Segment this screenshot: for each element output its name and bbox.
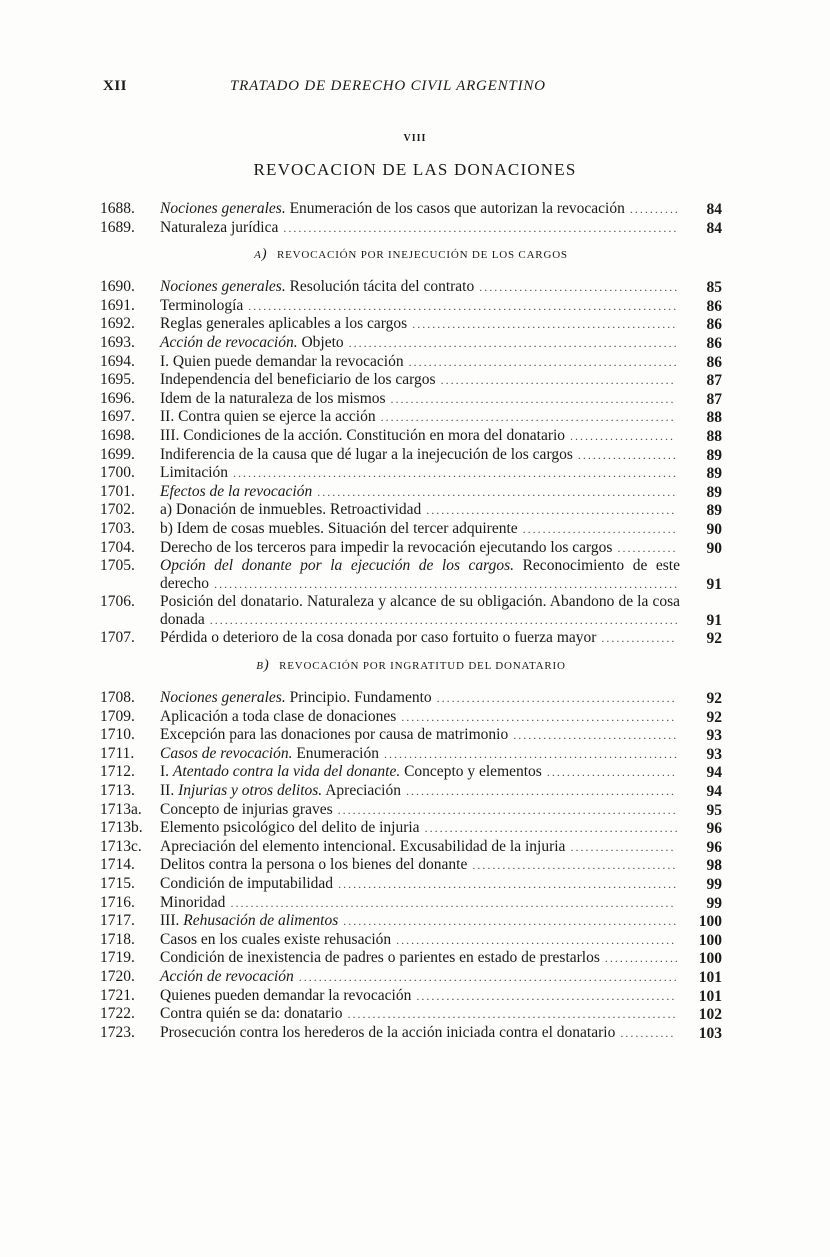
entry-page-number: 100 [698,913,722,931]
entry-title-text: Concepto y elementos [400,763,542,781]
toc-entry [100,593,722,629]
dot-leader: .................... [572,447,678,462]
dot-leader: .................................................. [421,503,677,518]
entry-number: 1723. [100,1023,135,1041]
entry-page-number: 90 [706,539,722,557]
dot-leader: .................................................................. [343,335,679,350]
entry-title-text: Concepto de injurias graves [160,800,333,818]
toc-entry [100,1005,722,1024]
entry-page-number: 100 [698,931,722,949]
entry-title [160,1024,680,1043]
dot-leader: ................................................... [419,821,680,836]
table-of-contents [100,200,722,1042]
entry-number: 1705. [100,557,135,575]
entry-title [160,446,680,465]
toc-entry [100,838,722,857]
entry-title [160,856,680,875]
entry-title-text: Condición de inexistencia de padres o parientes en estado de prestarlos [160,949,600,967]
entry-page-number: 86 [706,316,722,334]
entry-title-text: Reconocimiento de este derecho [160,557,680,592]
section-letter: b) [256,657,270,674]
entry-title-text: a) Donación de inmuebles. Retroactividad [160,501,422,519]
entry-title [160,726,680,745]
toc-entry [100,520,722,539]
toc-entry [100,987,722,1006]
entry-title-text: Elemento psicológico del delito de injuria [160,819,420,837]
entry-title-italic: Injurias y otros delitos. [178,782,323,800]
dot-leader: ................................. [508,728,679,743]
dot-leader: ................................................ [431,691,677,706]
entry-title-italic: Atentado contra la vida del donante. [172,763,401,781]
entry-title [160,278,680,297]
entry-title [160,782,680,801]
entry-title [160,390,680,409]
entry-number: 1711. [100,744,135,762]
entry-number: 1713b. [100,819,143,837]
entry-number: 1693. [100,333,135,351]
part-number: VIII [403,133,427,144]
entry-number: 1719. [100,949,135,967]
entry-title [160,219,680,238]
dot-leader: ............................................................................ [293,969,679,984]
dot-leader: ........................................................... [378,746,679,761]
entry-number: 1696. [100,389,135,407]
entry-title [160,353,680,372]
entry-number: 1689. [100,218,135,236]
entry-title-text: Minoridad [160,893,226,911]
toc-entry [100,315,722,334]
dot-leader: .......... [624,202,680,216]
toc-entry [100,875,722,894]
entry-number: 1702. [100,501,135,519]
entry-number: 1722. [100,1005,135,1023]
book-title: TRATADO DE DERECHO CIVIL ARGENTINO [230,78,546,94]
entry-page-number: 102 [698,1006,722,1024]
entry-title-text: Idem de la naturaleza de los mismos [160,389,386,407]
dot-leader: ........................................................... [375,410,676,425]
entry-number: 1704. [100,538,135,556]
toc-entry [100,464,722,483]
entry-page-number: 86 [706,334,722,352]
toc-entry [100,219,722,238]
entry-title-text: I. Quien puede demandar la revocación [160,352,404,370]
toc-entry [100,801,722,820]
dot-leader: .................................................................... [332,802,678,817]
toc-entry [100,371,722,390]
entry-number: 1699. [100,445,135,463]
entry-page-number: 94 [706,764,722,782]
entry-number: 1712. [100,763,135,781]
entry-page-number: 88 [706,427,722,445]
entry-number: 1714. [100,856,135,874]
toc-entry [100,278,722,297]
dot-leader: ..................... [565,839,676,854]
entry-title [160,593,680,629]
entry-title-text: Apreciación [322,782,401,800]
toc-entry [100,390,722,409]
entry-title-text: Contra quién se da: donatario [160,1005,343,1023]
entry-title [160,501,680,520]
toc-entry [100,894,722,913]
dot-leader: ........................................................ [391,932,677,947]
entry-title [160,408,680,427]
entry-number: 1695. [100,371,135,389]
entry-number: 1713. [100,782,135,800]
entry-title-italic: Acción de revocación [160,967,294,985]
entry-page-number: 101 [698,987,722,1005]
entry-title [160,539,680,558]
dot-leader: ......................................... [467,858,678,873]
section-heading-b [100,657,722,675]
entry-title-text: b) Idem de cosas muebles. Situación del tercer adquirente [160,519,518,537]
toc-entry [100,629,722,648]
dot-leader: ............... [599,951,680,966]
toc-entry [100,968,722,987]
entry-page-number: 96 [706,838,722,856]
entry-page-number: 89 [706,465,722,483]
entry-page-number: 89 [706,483,722,501]
entry-page-number: 95 [706,801,722,819]
entry-title [160,520,680,539]
entry-number: 1709. [100,707,135,725]
entry-title [160,483,680,502]
section-title: REVOCACIÓN POR INEJECUCIÓN DE LOS CARGOS [277,249,568,262]
entry-title [160,464,680,483]
entry-title-text: I. [160,763,173,781]
entry-page-number: 89 [706,502,722,520]
entry-title [160,629,680,648]
toc-entry [100,427,722,446]
entry-title-text: Enumeración [292,744,379,762]
entry-page-number: 99 [706,894,722,912]
entry-title [160,689,680,708]
toc-intro-list [100,200,722,237]
dot-leader: ............ [612,540,678,555]
entry-page-number: 85 [706,279,722,297]
entry-title [160,427,680,446]
dot-leader: ...................................................................................... [243,298,679,313]
dot-leader: ............................................................................................. [209,576,680,591]
section-heading-a [100,246,722,264]
entry-number: 1713a. [100,800,142,818]
entry-number: 1706. [100,593,135,611]
dot-leader: ............................................... [435,373,676,388]
entry-title-text: Casos en los cuales existe rehusación [160,930,392,948]
dot-leader: ..................... [565,428,676,443]
entry-title [160,708,680,727]
entry-number: 1694. [100,352,135,370]
entry-number: 1713c. [100,837,142,855]
entry-number: 1717. [100,912,135,930]
entry-title [160,334,680,353]
entry-number: 1716. [100,893,135,911]
entry-page-number: 101 [698,968,722,986]
entry-number: 1701. [100,482,135,500]
entry-title [160,875,680,894]
toc-entry [100,689,722,708]
entry-title-text: Condición de imputabilidad [160,875,334,892]
entry-page-number: 86 [706,297,722,315]
toc-entry [100,912,722,931]
toc-entry [100,539,722,558]
entry-page-number: 98 [706,857,722,875]
entry-title [160,557,680,593]
entry-page-number: 93 [706,745,722,763]
entry-title-text: Principio. Fundamento [285,689,432,707]
dot-leader: ....................................................... [396,709,677,724]
entry-page-number: 94 [706,783,722,801]
entry-number: 1718. [100,930,135,948]
entry-page-number: 87 [706,390,722,408]
entry-number: 1700. [100,464,135,482]
toc-entry [100,949,722,968]
entry-number: 1715. [100,875,135,892]
entry-number: 1720. [100,967,135,985]
entry-title [160,1005,680,1024]
dot-leader: ......................................................................................... [225,895,676,910]
entry-title-text: Apreciación del elemento intencional. Excusabilidad de la injuria [160,837,566,855]
entry-title [160,819,680,838]
entry-title-text: Posición del donatario. Naturaleza y alcance de su obligación. Abandono de la cosa donada [160,593,680,628]
entry-title-text: Excepción para las donaciones por causa de matrimonio [160,726,509,744]
entry-page-number: 87 [706,372,722,390]
entry-title-text: Enumeración de los casos que autorizan la revocación [285,200,625,217]
entry-title-italic: Opción del donante por la ejecución de los cargos. [160,557,515,575]
toc-entry [100,726,722,745]
entry-title-text: Delitos contra la persona o los bienes del donante [160,856,468,874]
entry-title-text: Derecho de los terceros para impedir la revocación ejecutando los cargos [160,538,613,556]
entry-title [160,200,680,219]
page-number: XII [103,78,128,94]
entry-title-text: Reglas generales aplicables a los cargos [160,315,408,333]
dot-leader: ............................... [517,521,678,536]
dot-leader: ........... [615,1025,676,1040]
entry-title [160,912,680,931]
entry-title [160,297,680,316]
entry-title [160,315,680,334]
entry-title-text: Terminología [160,296,244,314]
entry-title-text: II. Contra quien se ejerce la acción [160,408,376,426]
toc-entry [100,334,722,353]
toc-entry [100,856,722,875]
dot-leader: ........................................................................ [312,484,678,499]
entry-page-number: 92 [706,630,722,648]
entry-page-number: 92 [706,690,722,708]
section-title: REVOCACIÓN POR INGRATITUD DEL DONATARIO [279,660,566,673]
entry-title-text: Independencia del beneficiario de los cargos [160,371,436,389]
entry-title-text: III. Condiciones de la acción. Constitución en mora del donatario [160,426,566,444]
entry-page-number: 93 [706,727,722,745]
entry-title-italic: Acción de revocación. [160,333,298,351]
entry-number: 1710. [100,726,135,744]
toc-entry [100,1024,722,1043]
dot-leader: .................................................................... [333,877,679,891]
dot-leader: ...................................................... [403,354,679,369]
entry-page-number: 89 [706,446,722,464]
entry-title [160,838,680,857]
entry-title-text: Quienes pueden demandar la revocación [160,986,412,1004]
entry-number: 1688. [100,200,135,217]
entry-title-text: Indiferencia de la causa que dé lugar a la inejecución de los cargos [160,445,573,463]
entry-title [160,894,680,913]
entry-title [160,949,680,968]
toc-entry [100,745,722,764]
dot-leader: .................................................................. [342,1007,678,1022]
toc-entry [100,200,722,219]
entry-title-text: Naturaleza jurídica [160,218,279,236]
toc-entry [100,708,722,727]
entry-title [160,931,680,950]
toc-entry [100,931,722,950]
section-letter: a) [254,246,268,263]
toc-entry [100,819,722,838]
dot-leader: ............................................................................... [278,220,679,235]
dot-leader: ........................................ [474,280,680,295]
entry-page-number: 90 [706,520,722,538]
dot-leader: ...................................................... [400,784,676,799]
entry-number: 1692. [100,315,135,333]
toc-entry [100,782,722,801]
entry-page-number: 99 [706,876,722,893]
part-title: REVOCACION DE LAS DONACIONES [253,160,577,179]
toc-entry [100,763,722,782]
entry-page-number: 103 [698,1024,722,1042]
entry-title-text: Objeto [297,333,344,351]
toc-entry [100,297,722,316]
entry-number: 1698. [100,426,135,444]
entry-page-number: 91 [706,575,722,593]
toc-entry [100,557,722,593]
entry-number: 1690. [100,278,135,296]
entry-title [160,968,680,987]
toc-entry [100,483,722,502]
entry-title [160,763,680,782]
dot-leader: ......................................................... [385,391,676,406]
toc-section-a-list [100,278,722,648]
dot-leader: .................................................... [411,988,677,1003]
entry-page-number: 96 [706,820,722,838]
entry-number: 1721. [100,986,135,1004]
entry-page-number: 88 [706,409,722,427]
entry-title-italic: Nociones generales. [160,689,286,707]
entry-title-italic: Efectos de la revocación [160,482,313,500]
entry-number: 1708. [100,689,135,707]
entry-title-text: Aplicación a toda clase de donaciones [160,707,397,725]
entry-title-text: Limitación [160,464,229,482]
entry-title-italic: Casos de revocación. [160,744,293,762]
entry-title-italic: Rehusación de alimentos [183,912,339,930]
dot-leader: ............... [596,631,677,646]
toc-entry [100,408,722,427]
dot-leader: ......................................................................................... [228,466,679,481]
toc-section-b-list [100,689,722,1042]
entry-title-italic: Nociones generales. [160,278,286,296]
entry-number: 1691. [100,296,135,314]
entry-number: 1697. [100,408,135,426]
entry-title-text: II. [160,782,179,800]
entry-page-number: 84 [706,201,722,218]
entry-page-number: 92 [706,708,722,726]
entry-title-italic: Nociones generales. [160,200,286,217]
entry-number: 1703. [100,519,135,537]
entry-page-number: 100 [698,950,722,968]
entry-title [160,745,680,764]
entry-title [160,801,680,820]
dot-leader: ..................................................... [407,317,678,332]
entry-title-text: Prosecución contra los herederos de la acción iniciada contra el donatario [160,1023,616,1041]
dot-leader: ................................................................... [338,914,679,929]
entry-number: 1707. [100,629,135,647]
entry-title [160,371,680,390]
dot-leader: .......................... [541,765,677,780]
entry-title [160,987,680,1006]
entry-title-text: Resolución tácita del contrato [285,278,475,296]
toc-entry [100,501,722,520]
toc-entry [100,446,722,465]
entry-title-text: III. [160,912,184,930]
entry-page-number: 86 [706,353,722,371]
toc-entry [100,353,722,372]
dot-leader: .............................................................................................. [204,612,680,627]
entry-page-number: 91 [706,611,722,629]
entry-page-number: 84 [706,219,722,237]
entry-title-text: Pérdida o deterioro de la cosa donada por caso fortuito o fuerza mayor [160,629,597,647]
